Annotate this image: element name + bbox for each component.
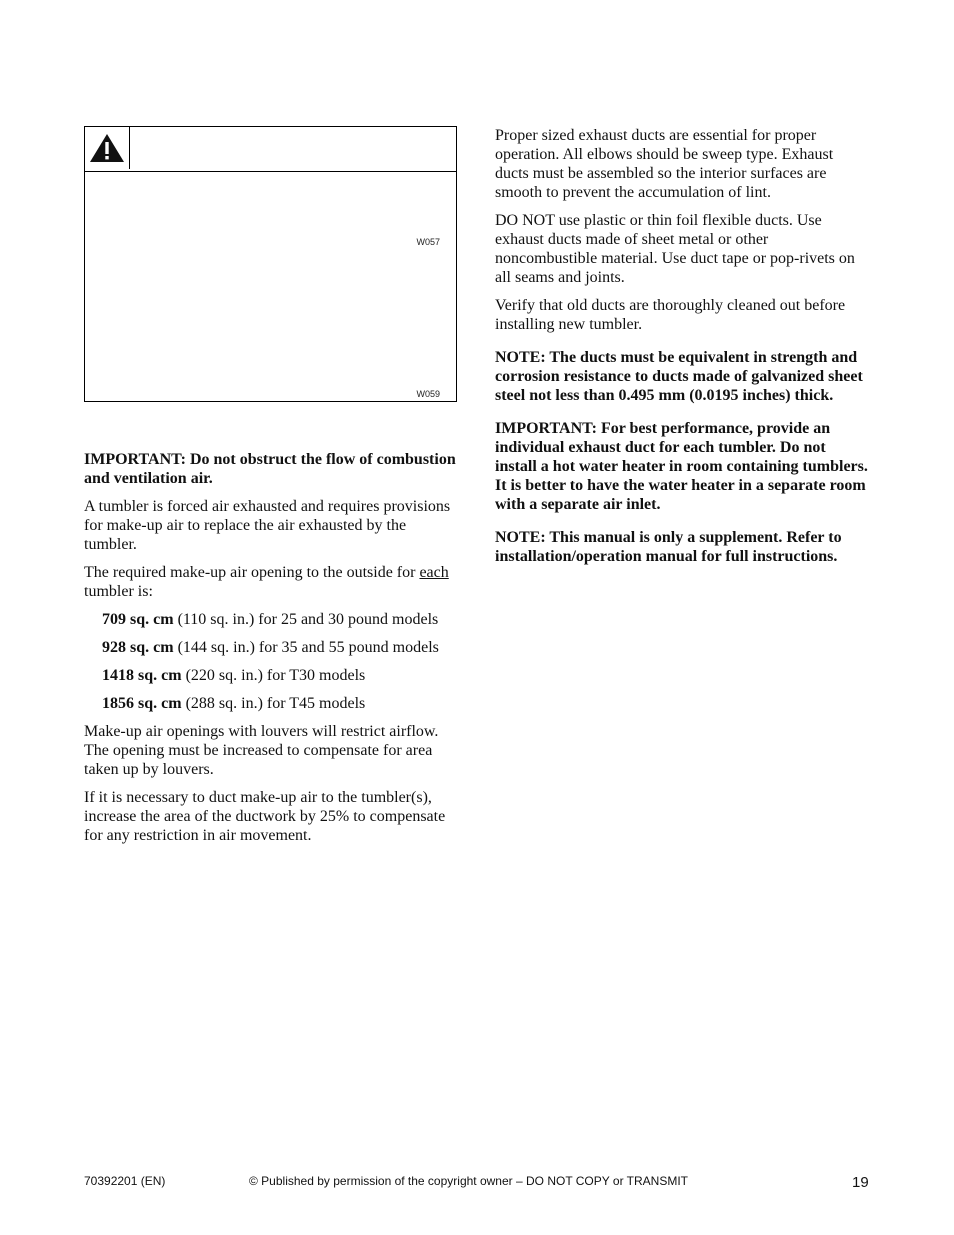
footer-doc-number: 70392201 (EN)	[84, 1174, 166, 1188]
important-ventilation: IMPORTANT: Do not obstruct the flow of combustion and ventilation air.	[84, 451, 456, 487]
required-opening-paragraph: The required make-up air opening to the outside for each tumbler is:	[84, 564, 449, 600]
footer-copyright: © Published by permission of the copyright owner – DO NOT COPY or TRANSMIT	[249, 1174, 689, 1188]
warning-triangle-icon	[88, 132, 126, 164]
exhaust-ducts-paragraph: Proper sized exhaust ducts are essential for proper operation. All elbows should be sweep type. Exhaust ducts must be assembled so the interior surfaces are smooth to prevent the accumulation of lint.	[495, 127, 834, 201]
page-number: 19	[852, 1174, 869, 1191]
right-column	[495, 126, 870, 575]
clean-ducts-paragraph: Verify that old ducts are thoroughly cleaned out before installing new tumbler.	[495, 297, 846, 333]
note-supplement: NOTE: This manual is only a supplement. Refer to installation/operation manual for full instructions.	[495, 529, 842, 565]
spec-item: 1418 sq. cm (220 sq. in.) for T30 models	[102, 667, 366, 684]
spec-item: 709 sq. cm (110 sq. in.) for 25 and 30 pound models	[102, 611, 439, 628]
important-performance: IMPORTANT: For best performance, provide an individual exhaust duct for each tumbler. Do not install a hot water heater in room containing tumblers. It is better to have the water heater in a separate room with a separate air inlet.	[495, 420, 868, 513]
warning-box	[84, 126, 457, 402]
makeup-air-paragraph: A tumbler is forced air exhausted and requires provisions for make-up air to replace the air exhausted by the tumbler.	[84, 498, 451, 553]
duct-material-paragraph: DO NOT use plastic or thin foil flexible ducts. Use exhaust ducts made of sheet metal or other noncombustible material. Use duct tape or pop-rivets on all seams and joints.	[495, 212, 855, 286]
warning-icon-cell	[85, 127, 130, 169]
louvers-paragraph: Make-up air openings with louvers will restrict airflow. The opening must be increased to compensate for area taken up by louvers.	[84, 723, 439, 778]
spec-item: 1856 sq. cm (288 sq. in.) for T45 models	[102, 695, 366, 712]
each-underlined: each	[419, 564, 449, 581]
spec-item: 928 sq. cm (144 sq. in.) for 35 and 55 pound models	[102, 639, 439, 656]
note-duct-strength: NOTE: The ducts must be equivalent in strength and corrosion resistance to ducts made of galvanized sheet steel not less than 0.495 mm (0.0195 inches) thick.	[495, 349, 863, 404]
warning-header	[85, 127, 456, 172]
warning-code-w059: W059	[416, 389, 440, 399]
ductwork-paragraph: If it is necessary to duct make-up air to the tumbler(s), increase the area of the ductwork by 25% to compensate for any restriction in air movement.	[84, 789, 446, 844]
warning-code-w057: W057	[416, 237, 440, 247]
left-column	[84, 126, 459, 854]
